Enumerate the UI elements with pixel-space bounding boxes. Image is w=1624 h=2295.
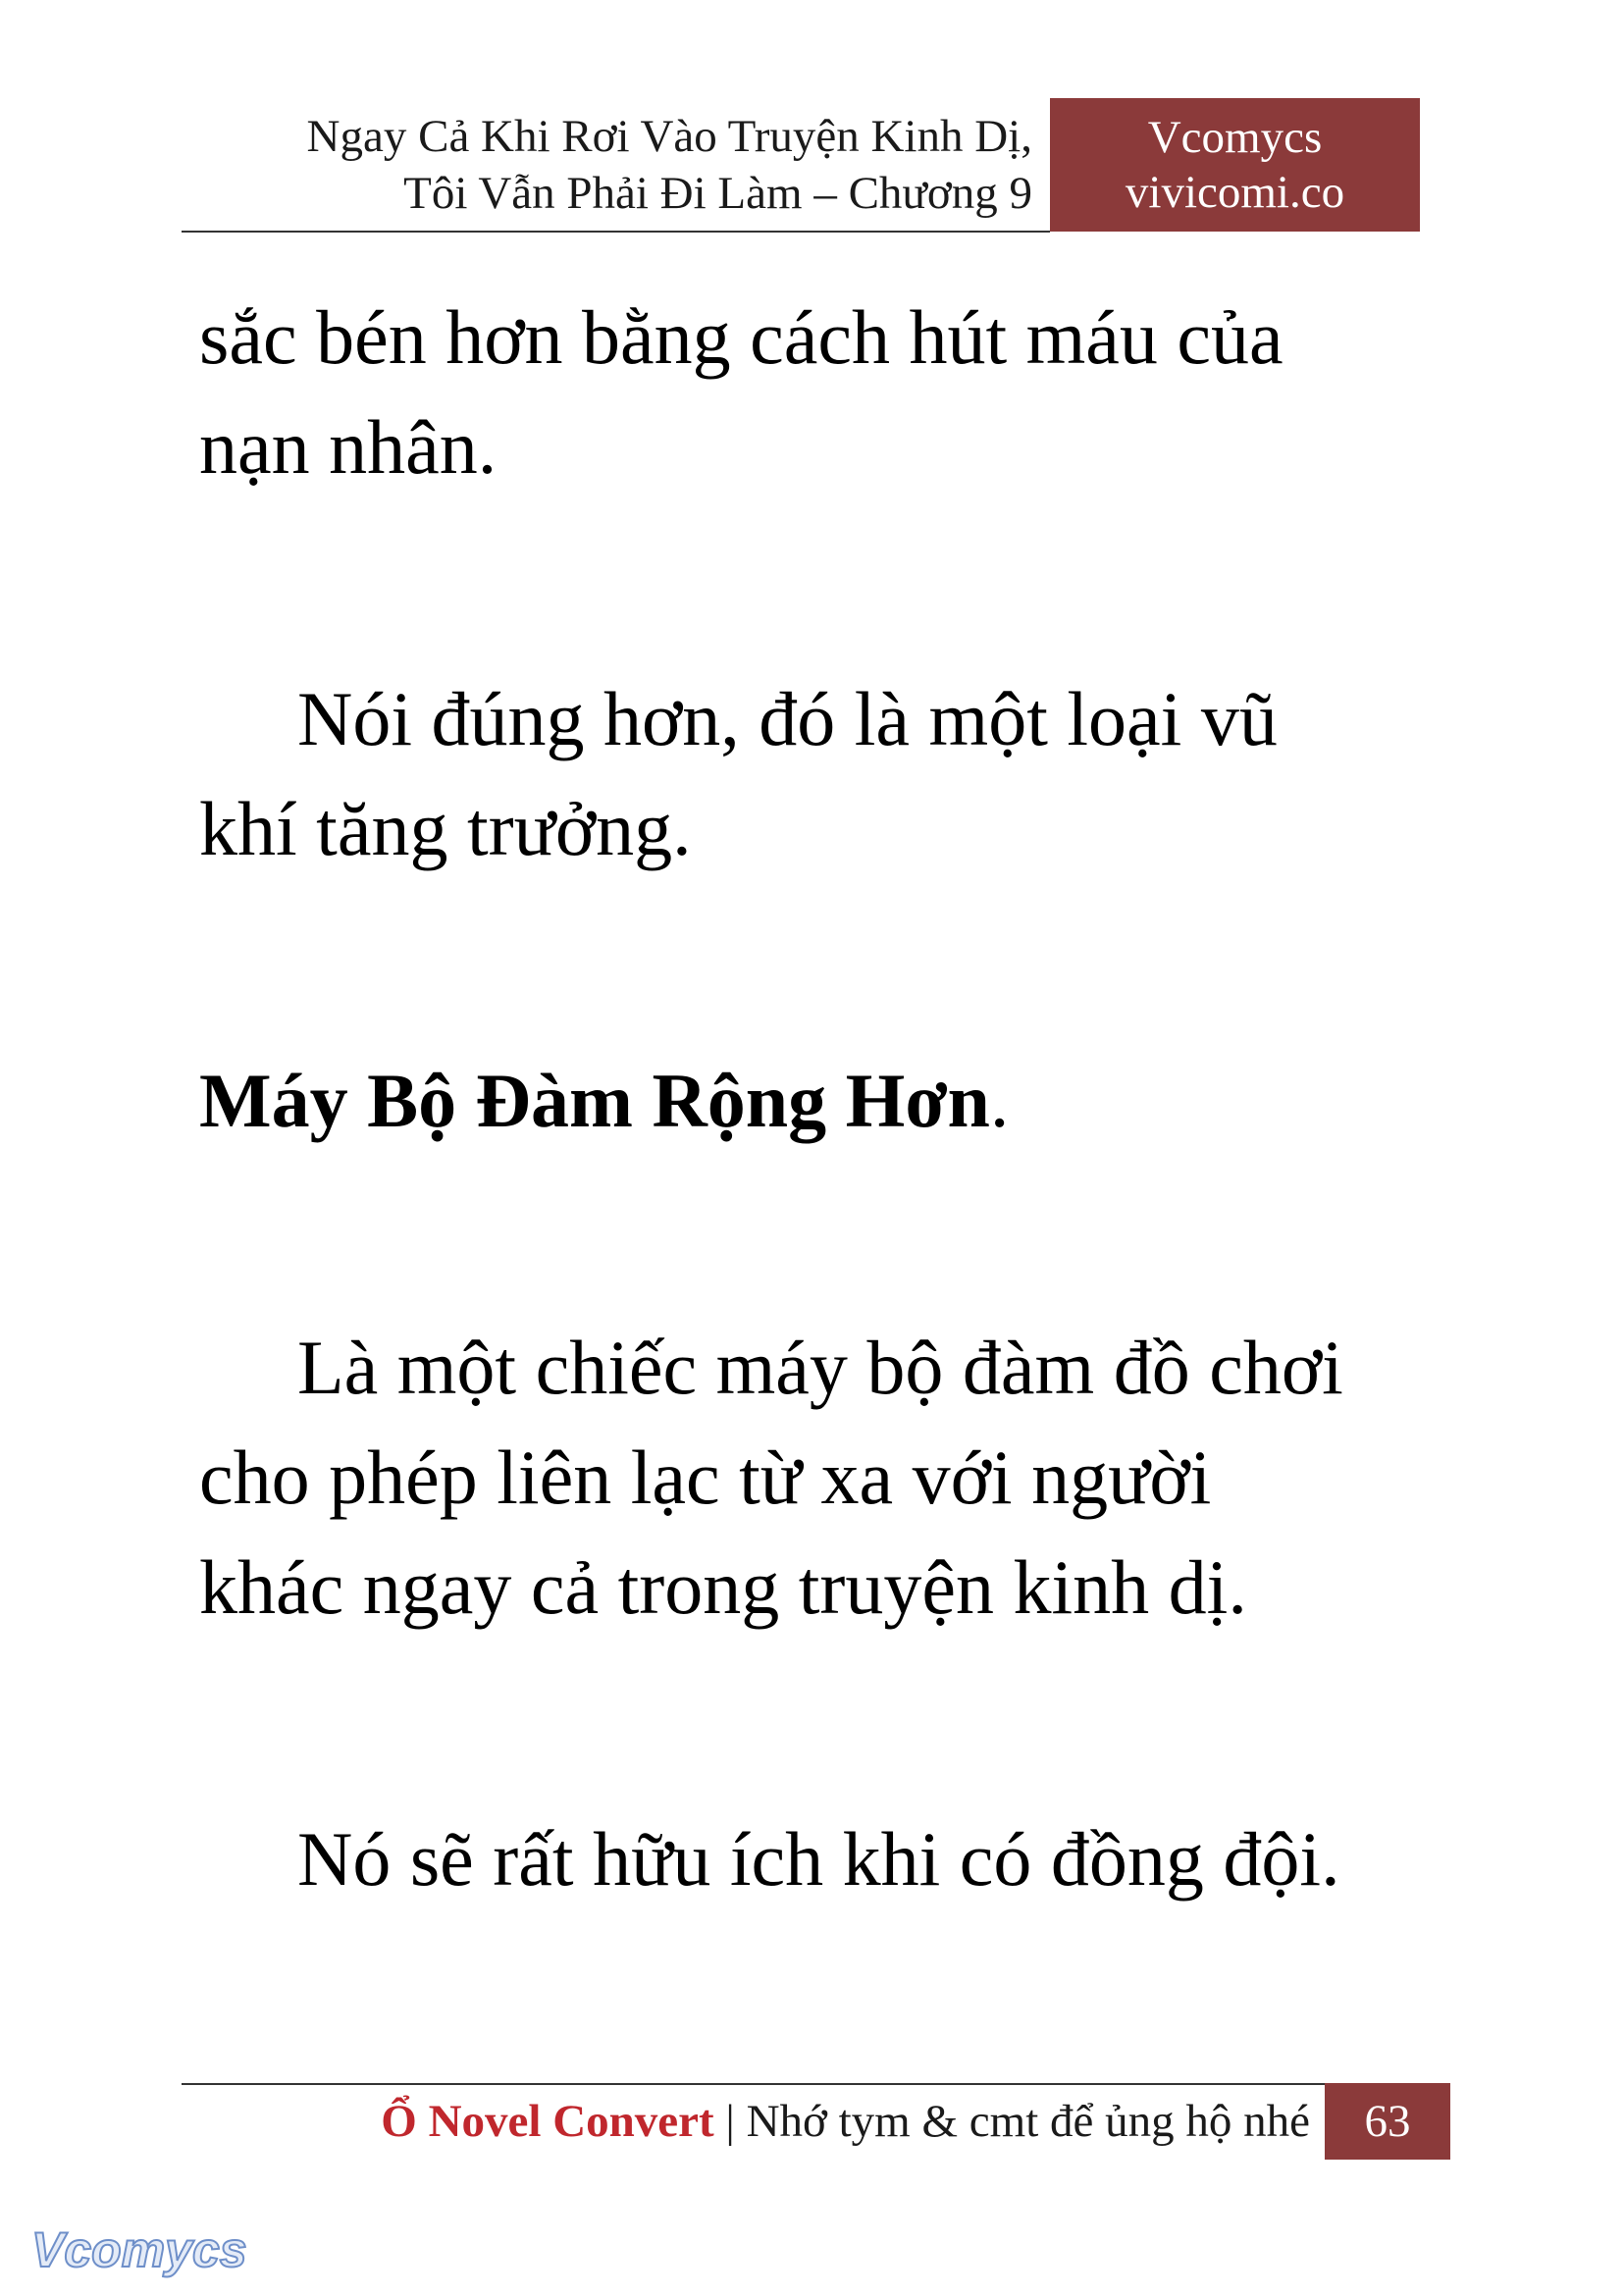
paragraph-1 bbox=[199, 283, 1433, 502]
paragraph-4-text: Nó sẽ rất hữu ích khi có đồng đội. bbox=[297, 1816, 1340, 1902]
header-divider bbox=[182, 231, 1050, 233]
paragraph-2 bbox=[199, 664, 1433, 884]
spacer bbox=[199, 884, 1433, 1046]
spacer bbox=[199, 1643, 1433, 1804]
footer-note: Nhớ tym & cmt để ủng hộ nhé bbox=[746, 2096, 1310, 2147]
watermark-text: Vcomycs bbox=[31, 2222, 247, 2277]
header-badge-line1: Vcomycs bbox=[1147, 112, 1323, 163]
header-title-line2: Tôi Vẫn Phải Đi Làm – Chương 9 bbox=[403, 168, 1032, 219]
header-badge-line2: vivicomi.co bbox=[1125, 167, 1345, 218]
header-title bbox=[177, 108, 1032, 222]
paragraph-1-line2: nạn nhân. bbox=[199, 404, 498, 490]
section-heading bbox=[199, 1046, 1433, 1156]
footer-brand: Ổ Novel Convert bbox=[381, 2096, 714, 2147]
paragraph-2-line2: khí tăng trưởng. bbox=[199, 786, 692, 871]
page-number: 63 bbox=[1325, 2083, 1450, 2160]
spacer bbox=[199, 502, 1433, 664]
paragraph-4 bbox=[199, 1804, 1433, 1914]
footer-separator: | bbox=[713, 2096, 747, 2147]
paragraph-3-line3: khác ngay cả trong truyện kinh dị. bbox=[199, 1544, 1247, 1630]
page-content bbox=[199, 283, 1433, 1914]
header-title-line1: Ngay Cả Khi Rơi Vào Truyện Kinh Dị, bbox=[306, 111, 1032, 162]
spacer bbox=[199, 1156, 1433, 1313]
section-heading-suffix: . bbox=[989, 1058, 1010, 1143]
footer-text bbox=[182, 2090, 1310, 2153]
footer-divider bbox=[182, 2083, 1325, 2085]
paragraph-3-line2: cho phép liên lạc từ xa với người bbox=[199, 1434, 1212, 1520]
watermark-logo bbox=[27, 2216, 253, 2284]
paragraph-3-line1: Là một chiếc máy bộ đàm đồ chơi bbox=[297, 1325, 1343, 1410]
header-badge bbox=[1050, 98, 1420, 232]
paragraph-1-line1: sắc bén hơn bằng cách hút máu của bbox=[199, 294, 1283, 380]
section-heading-text: Máy Bộ Đàm Rộng Hơn bbox=[199, 1058, 990, 1143]
paragraph-3 bbox=[199, 1313, 1433, 1643]
paragraph-2-line1: Nói đúng hơn, đó là một loại vũ bbox=[297, 676, 1278, 761]
